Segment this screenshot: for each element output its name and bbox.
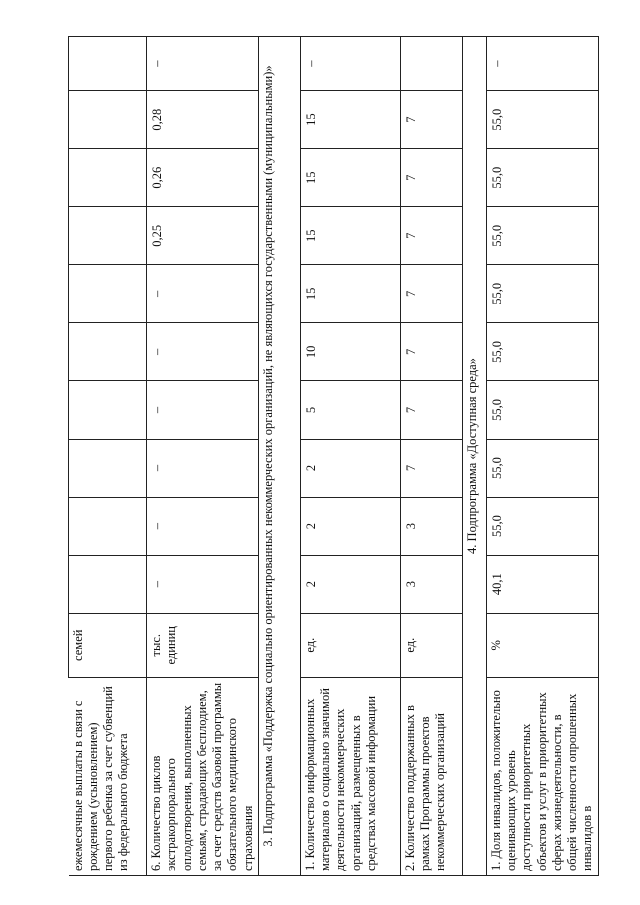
value-cell <box>69 91 147 149</box>
table-row <box>300 37 400 876</box>
value-cell: 15 <box>300 149 400 207</box>
value-cell: 7 <box>400 149 462 207</box>
indicator-name-cell: 6. Количество циклов экстракорпорального оплодотворения, выполненных семьям, страдающих бесплодием, за счет средств базовой программы обязательного медицинского страхования <box>147 677 259 875</box>
value-cell: 7 <box>400 207 462 265</box>
value-cell <box>69 149 147 207</box>
value-cell: 2 <box>300 497 400 555</box>
value-cell: 7 <box>400 439 462 497</box>
value-cell: 3 <box>400 497 462 555</box>
value-cell: 7 <box>400 91 462 149</box>
unit-cell: тыс. единиц <box>147 613 259 677</box>
value-cell: – <box>147 265 259 323</box>
indicator-name-cell: 1. Количество информационных материалов о социально значимой деятельности некоммерческих организаций, размещенных в средствах массовой информации <box>300 677 400 875</box>
value-cell: – <box>147 37 259 91</box>
value-cell: 3 <box>400 555 462 613</box>
table-row <box>486 37 598 876</box>
indicator-name-cell: 2. Количество поддержанных в рамках Программы проектов некоммерческих организаций <box>400 677 462 875</box>
table-row <box>400 37 462 876</box>
value-cell: – <box>147 555 259 613</box>
value-cell: 55,0 <box>486 497 598 555</box>
value-cell: 55,0 <box>486 439 598 497</box>
table-row <box>69 37 147 876</box>
value-cell <box>69 265 147 323</box>
value-cell: 7 <box>400 323 462 381</box>
table-row <box>147 37 259 876</box>
value-cell: 10 <box>300 323 400 381</box>
section-row <box>258 37 300 876</box>
value-cell <box>69 381 147 439</box>
section-row <box>462 37 486 876</box>
value-cell <box>69 497 147 555</box>
indicator-name-cell: 1. Доля инвалидов, положительно оценивающих уровень доступности приоритетных объектов и услуг в приоритетных сферах жизнедеятельности, в общей численности опрошенных инвалидов в <box>486 677 598 875</box>
value-cell: 5 <box>300 381 400 439</box>
value-cell: 40,1 <box>486 555 598 613</box>
value-cell: 15 <box>300 91 400 149</box>
value-cell: 15 <box>300 265 400 323</box>
section-title: 3. Подпрограмма «Поддержка социально ориентированных некоммерческих организаций, не являющихся государственными (муниципальными)» <box>258 37 300 876</box>
value-cell: 7 <box>400 265 462 323</box>
value-cell: 55,0 <box>486 91 598 149</box>
value-cell: 7 <box>400 381 462 439</box>
value-cell <box>69 323 147 381</box>
value-cell: – <box>147 439 259 497</box>
value-cell: 55,0 <box>486 207 598 265</box>
value-cell: 0,26 <box>147 149 259 207</box>
value-cell: 55,0 <box>486 323 598 381</box>
unit-cell: ед. <box>300 613 400 677</box>
value-cell <box>69 37 147 91</box>
value-cell: 2 <box>300 555 400 613</box>
value-cell: – <box>147 497 259 555</box>
value-cell: – <box>147 381 259 439</box>
unit-cell: семей <box>69 613 147 677</box>
value-cell: – <box>147 323 259 381</box>
indicator-name-cell: ежемесячные выплаты в связи с рождением (усыновлением) первого ребенка за счет субвенций из федерального бюджета <box>69 677 147 875</box>
value-cell: 55,0 <box>486 149 598 207</box>
value-cell <box>400 37 462 91</box>
table-body <box>69 37 599 876</box>
value-cell <box>69 207 147 265</box>
value-cell: – <box>486 37 598 91</box>
value-cell: 2 <box>300 439 400 497</box>
value-cell <box>69 555 147 613</box>
value-cell <box>69 439 147 497</box>
value-cell: 55,0 <box>486 265 598 323</box>
section-title: 4. Подпрограмма «Доступная среда» <box>462 37 486 876</box>
value-cell: 0,28 <box>147 91 259 149</box>
indicators-table <box>68 36 599 876</box>
value-cell: 15 <box>300 207 400 265</box>
rotated-table-container <box>68 36 595 876</box>
unit-cell: ед. <box>400 613 462 677</box>
value-cell: 0,25 <box>147 207 259 265</box>
value-cell: 55,0 <box>486 381 598 439</box>
unit-cell: % <box>486 613 598 677</box>
value-cell: – <box>300 37 400 91</box>
